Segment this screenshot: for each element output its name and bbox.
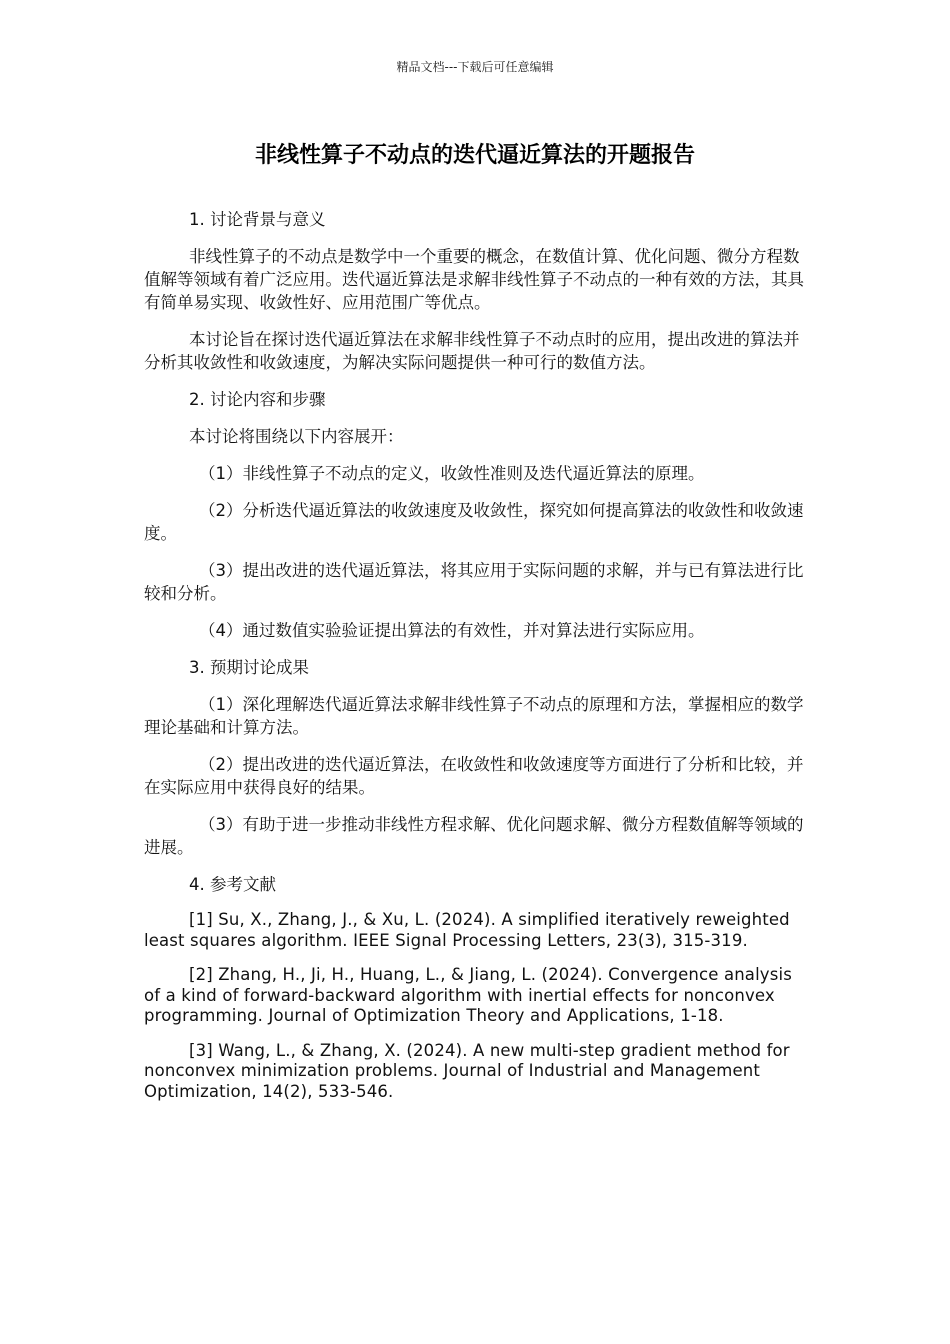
result-item-1: （1）深化理解迭代逼近算法求解非线性算子不动点的原理和方法，掌握相应的数学理论基础和计算方法。 (144, 695, 804, 737)
document-body (144, 208, 806, 1116)
result-item-2: （2）提出改进的迭代逼近算法，在收敛性和收敛速度等方面进行了分析和比较，并在实际应用中获得良好的结果。 (144, 755, 804, 797)
content-item-4: （4）通过数值实验验证提出算法的有效性，并对算法进行实际应用。 (199, 621, 705, 640)
paragraph-content-intro: 本讨论将围绕以下内容展开： (189, 427, 404, 446)
paragraph-background-1: 非线性算子的不动点是数学中一个重要的概念，在数值计算、优化问题、微分方程数值解等领域有着广泛应用。迭代逼近算法是求解非线性算子不动点的一种有效的方法，其具有简单易实现、收敛性好、应用范围广等优点。 (144, 247, 804, 312)
section-heading-content: 2. 讨论内容和步骤 (189, 390, 326, 409)
section-heading-results: 3. 预期讨论成果 (189, 658, 309, 677)
result-item-3: （3）有助于进一步推动非线性方程求解、优化问题求解、微分方程数值解等领域的进展。 (144, 815, 804, 857)
document-title: 非线性算子不动点的迭代逼近算法的开题报告 (254, 143, 695, 168)
section-heading-references: 4. 参考文献 (189, 875, 276, 894)
content-item-2: （2）分析迭代逼近算法的收敛速度及收敛性，探究如何提高算法的收敛性和收敛速度。 (144, 501, 804, 543)
reference-item-1: [1] Su, X., Zhang, J., & Xu, L. (2024). A simplified iteratively reweighted least squares algorithm. IEEE Signal Processing Letters, 23(3), 315-319. (144, 910, 790, 950)
section-heading-background: 1. 讨论背景与意义 (189, 210, 326, 229)
reference-item-3: [3] Wang, L., & Zhang, X. (2024). A new multi-step gradient method for nonconvex minimization problems. Journal of Industrial and Management Optimization, 14(2), 533-546. (144, 1040, 790, 1101)
reference-item-2: [2] Zhang, H., Ji, H., Huang, L., & Jiang, L. (2024). Convergence analysis of a kind of forward-backward algorithm with inertial effects for nonconvex programming. Journal of Optimization Theory and Applications, 1-18. (144, 965, 792, 1025)
content-item-1: （1）非线性算子不动点的定义，收敛性准则及迭代逼近算法的原理。 (199, 464, 705, 483)
paragraph-background-2: 本讨论旨在探讨迭代逼近算法在求解非线性算子不动点时的应用，提出改进的算法并分析其收敛性和收敛速度，为解决实际问题提供一种可行的数值方法。 (144, 330, 800, 372)
header-note: 精品文档---下载后可任意编辑 (396, 60, 554, 74)
content-item-3: （3）提出改进的迭代逼近算法，将其应用于实际问题的求解，并与已有算法进行比较和分析。 (144, 561, 804, 603)
